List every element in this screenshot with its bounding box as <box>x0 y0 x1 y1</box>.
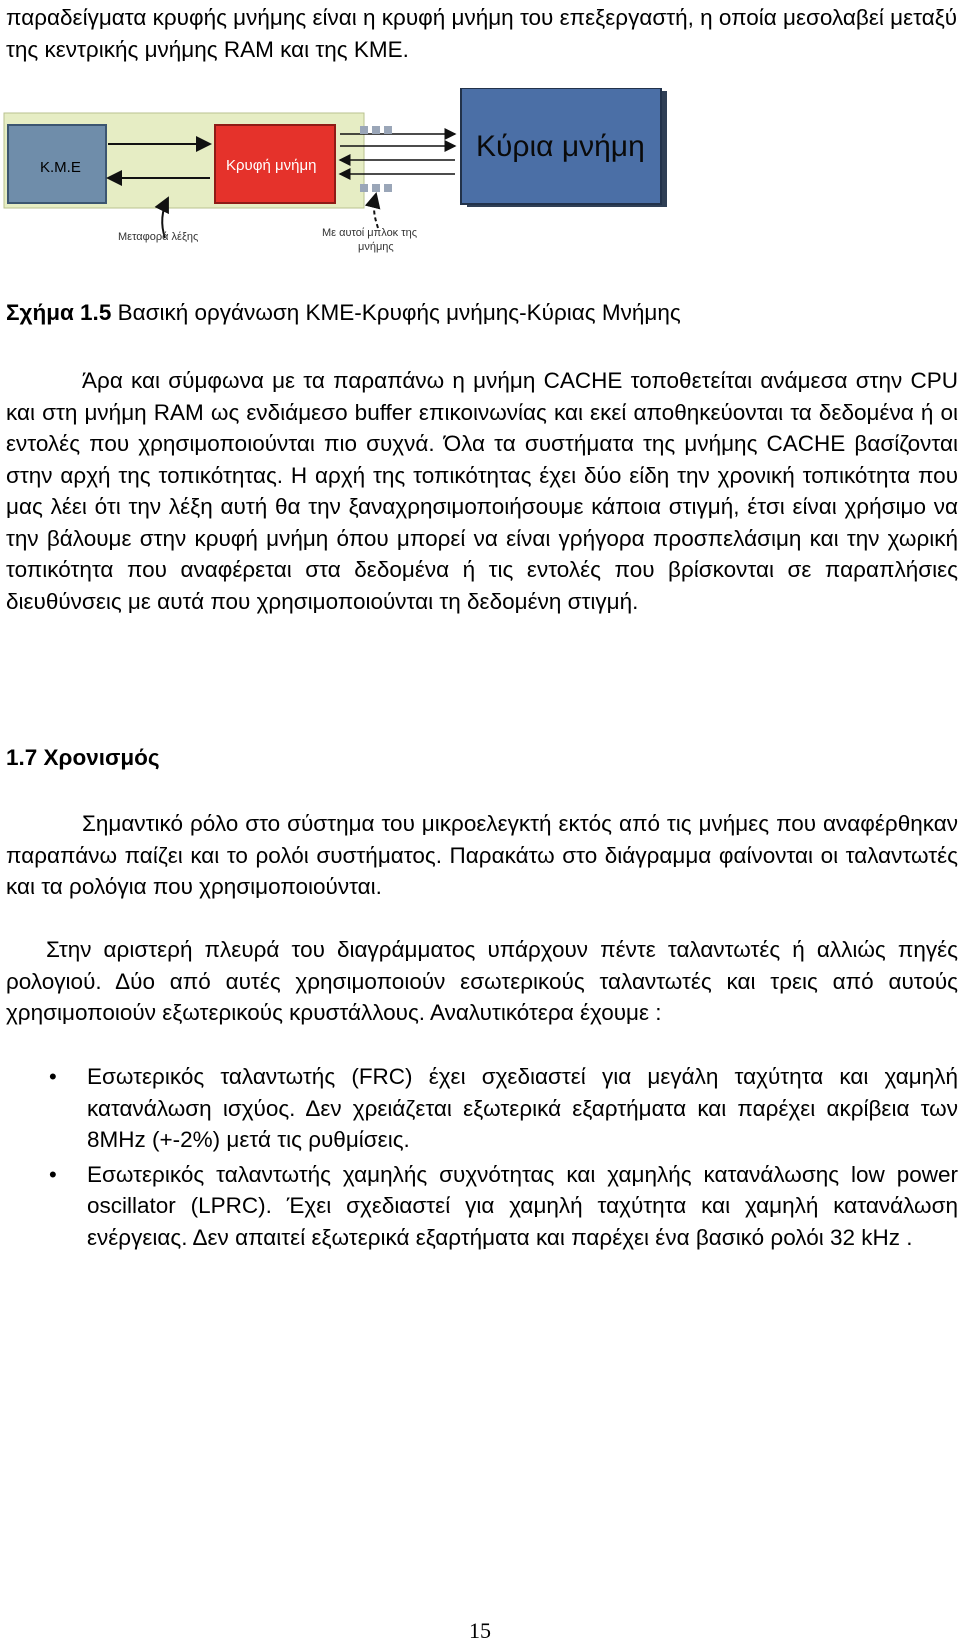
cache-label: Κρυφή μνήμη <box>226 157 317 174</box>
section-heading: 1.7 Χρονισμός <box>6 745 160 770</box>
block-transfer-label-line2: μνήμης <box>358 241 394 253</box>
list-item-text: Εσωτερικός ταλαντωτής (FRC) έχει σχεδιαστεί για μεγάλη ταχύτητα και χαμηλή κατανάλωση ισχύος. Δεν χρειάζεται εξωτερικά εξαρτήματα και παρέχει ακρίβεια των 8MHz (+-2%) μετά τις ρυθμίσεις. <box>87 1064 958 1152</box>
page-number: 15 <box>469 1618 491 1643</box>
bullet-icon: • <box>49 1064 57 1089</box>
list-item-text: Εσωτερικός ταλαντωτής χαμηλής συχνότητας και χαμηλής κατανάλωσης low power oscillator (LPRC). Έχει σχεδιαστεί για χαμηλή ταχύτητα και χαμηλή κατανάλωση ενέργειας. Δεν απαιτεί εξωτερικά εξαρτήματα και παρέχει ένα βασικό ρολόι 32 kHz . <box>87 1161 958 1250</box>
oscillators-paragraph: Στην αριστερή πλευρά του διαγράμματος υπάρχουν πέντε ταλαντωτές ή αλλιώς πηγές ρολογιού. Δύο από αυτές χρησιμοποιούν εσωτερικούς ταλαντωτές και τρεις από αυτούς χρησιμοποιούν εξωτερικούς κρυστάλλους. Αναλυτικότερα έχουμε : <box>6 937 958 1025</box>
memory-organization-figure <box>0 88 670 268</box>
memory-block-squares <box>360 126 392 192</box>
kme-label: K.M.E <box>40 159 81 176</box>
cache-paragraph: Άρα και σύμφωνα με τα παραπάνω η μνήμη CACHE τοποθετείται ανάμεσα στην CPU και στη μνήμη RAM ως ενδιάμεσο buffer επικοινωνίας και εκεί αποθηκεύονται τα δεδομένα ή οι εντολές που χρησιμοποιούνται πιο συχνά. Όλα τα συστήματα της μνήμης CACHE βασίζονται στην αρχή της τοπικότητας. Η αρχή της τοπικότητας έχει δύο είδη την χρονική τοπικότητα που μας λέει ότι την λέξη αυτή θα την ξαναχρησιμοποιήσουμε κάποια στιγμή, έτσι είναι χρήσιμο να την βάλουμε στην κρυφή μνήμη όπου μπορεί να είναι γρήγορα προσπελάσιμη και την χωρική τοπικότητα που αναφέρεται στα δεδομένα ή τις εντολές που βρίσκονται σε παραπλήσιες διευθύνσεις με αυτά που χρησιμοποιούνται τη δεδομένη στιγμή. <box>6 368 958 614</box>
main-memory-label: Κύρια μνήμη <box>476 130 645 163</box>
figure-caption <box>6 300 681 326</box>
list-item <box>6 1061 958 1156</box>
block-transfer-label-line1: Με αυτοί μπλοκ της <box>322 227 418 239</box>
caption-label: Σχήμα 1.5 <box>6 300 112 325</box>
caption-text: Βασική οργάνωση ΚΜΕ-Κρυφής μνήμης-Κύριας Μνήμης <box>111 300 681 325</box>
list-item <box>6 1159 958 1254</box>
intro-paragraph: παραδείγματα κρυφής μνήμης είναι η κρυφή μνήμη του επεξεργαστή, η οποία μεσολαβεί μεταξύ της κεντρικής μνήμης RAM και της ΚΜΕ. <box>6 5 958 62</box>
word-transfer-label: Μεταφορά λέξης <box>118 231 199 243</box>
timing-paragraph: Σημαντικό ρόλο στο σύστημα του μικροελεγκτή εκτός από τις μνήμες που αναφέρθηκαν παραπάνω παίζει και το ρολόι συστήματος. Παρακάτω στο διάγραμμα φαίνονται οι ταλαντωτές και τα ρολόγια που χρησιμοποιούνται. <box>6 811 958 899</box>
oscillator-list <box>6 1061 958 1256</box>
bullet-icon: • <box>49 1161 57 1187</box>
